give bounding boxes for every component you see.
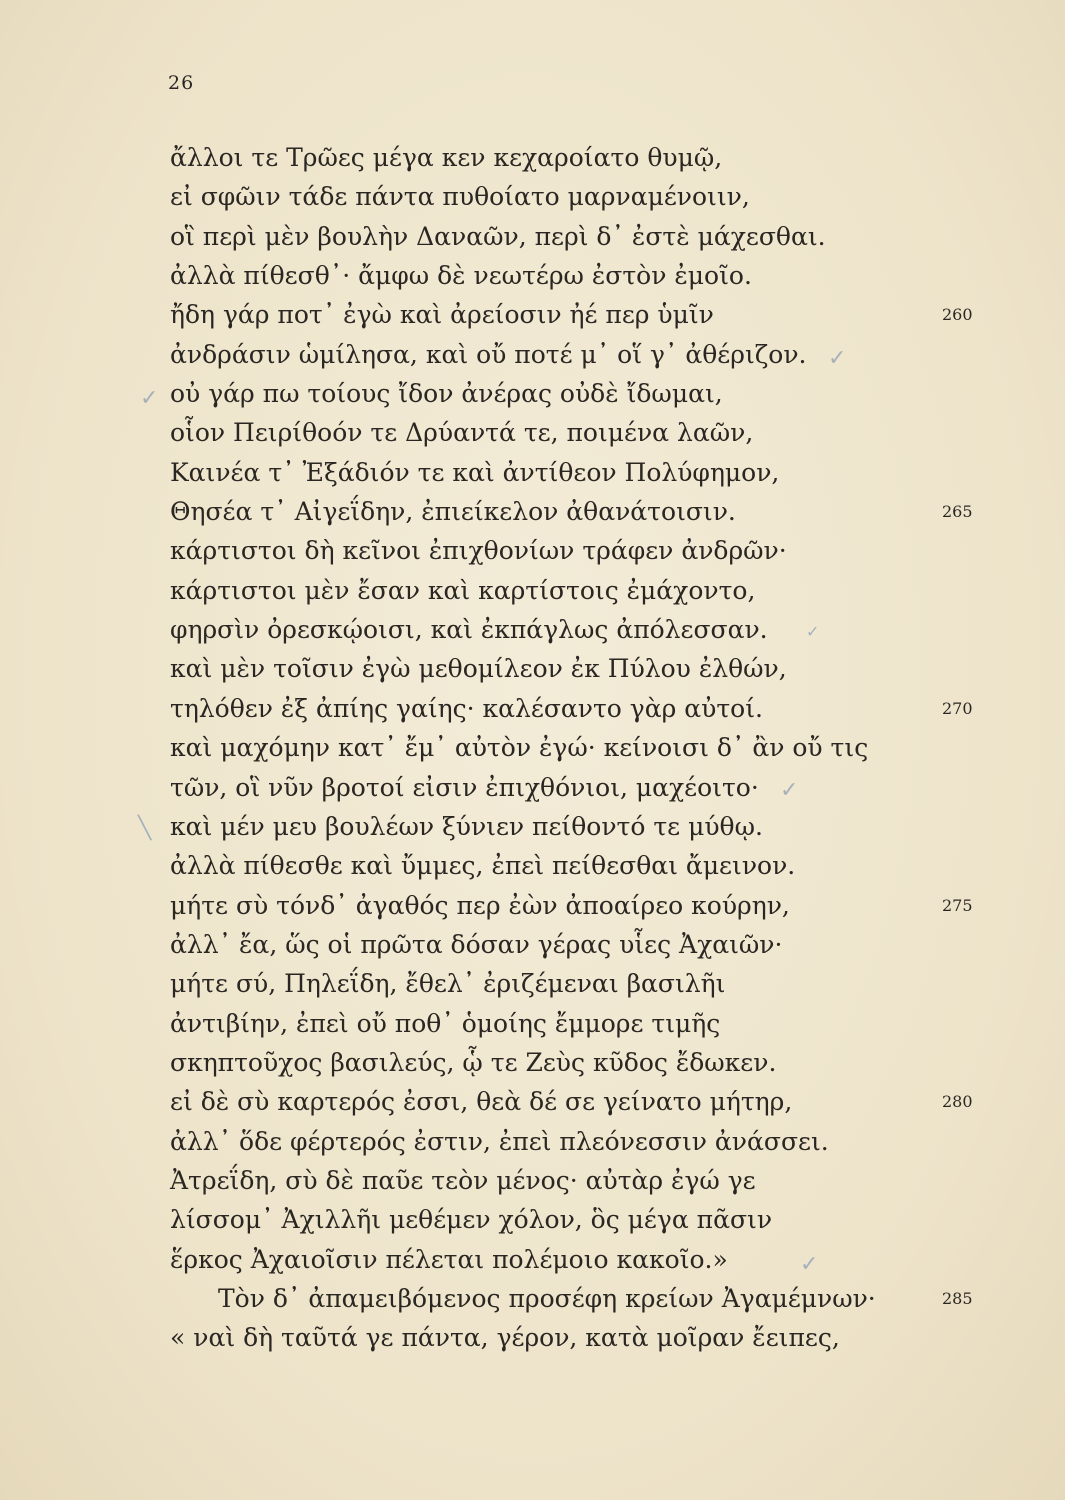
pencil-tick-mark: ╲ — [138, 816, 152, 841]
verse-line-text: Ἀτρεΐδη, σὺ δὲ παῦε τεὸν μένος· αὐτὰρ ἐγώ γε — [170, 1165, 756, 1195]
verse-line-text: ἀντιβίην, ἐπεὶ οὔ ποθ᾽ ὁμοίης ἔμμορε τιμῆς — [170, 1008, 721, 1038]
pencil-check-mark: ✓ — [828, 346, 847, 371]
line-number: 280 — [942, 1092, 973, 1112]
verse-text-block — [170, 138, 1010, 1358]
verse-line — [170, 886, 1010, 925]
verse-line — [170, 1240, 1010, 1279]
verse-line-text: Καινέα τ᾽ Ἐξάδιόν τε καὶ ἀντίθεον Πολύφημον, — [170, 457, 780, 487]
verse-line — [170, 964, 1010, 1003]
verse-line-text: ἕρκος Ἀχαιοῖσιν πέλεται πολέμοιο κακοῖο.» — [170, 1244, 728, 1274]
verse-line — [170, 1200, 1010, 1239]
verse-line — [170, 807, 1010, 846]
verse-line-text: ἀλλὰ πίθεσθε καὶ ὔμμες, ἐπεὶ πείθεσθαι ἄμεινον. — [170, 851, 796, 881]
line-number: 260 — [942, 305, 973, 325]
verse-line — [170, 177, 1010, 216]
verse-line — [170, 453, 1010, 492]
pencil-check-mark: ✓ — [140, 386, 159, 411]
verse-line-text: φηρσὶν ὀρεσκῴοισι, καὶ ἐκπάγλως ἀπόλεσσαν. — [170, 615, 768, 645]
line-number: 270 — [942, 698, 973, 718]
verse-line-text: « ναὶ δὴ ταῦτά γε πάντα, γέρον, κατὰ μοῖραν ἔειπες, — [170, 1323, 840, 1353]
verse-line-text: μήτε σύ, Πηλεΐδη, ἔθελ᾽ ἐριζέμεναι βασιλῆι — [170, 969, 726, 999]
verse-line-text: ἀλλ᾽ ἔα, ὥς οἱ πρῶτα δόσαν γέρας υἷες Ἀχαιῶν· — [170, 929, 783, 959]
verse-line-text: τῶν, οἳ νῦν βροτοί εἰσιν ἐπιχθόνιοι, μαχέοιτο· — [170, 772, 759, 802]
verse-line — [170, 1122, 1010, 1161]
verse-line-text: ἀλλ᾽ ὅδε φέρτερός ἐστιν, ἐπεὶ πλεόνεσσιν ἀνάσσει. — [170, 1126, 829, 1156]
verse-line — [170, 649, 1010, 688]
verse-line-text: ἄλλοι τε Τρῶες μέγα κεν κεχαροίατο θυμῷ, — [170, 143, 723, 172]
pencil-check-mark: ✓ — [800, 1252, 819, 1277]
pencil-check-mark: ✓ — [780, 778, 799, 803]
verse-line — [170, 374, 1010, 413]
verse-line — [170, 571, 1010, 610]
verse-line — [170, 138, 1010, 177]
verse-line — [170, 531, 1010, 570]
pencil-check-mark: ✓ — [806, 622, 820, 641]
page-number: 26 — [168, 72, 195, 94]
line-number: 285 — [942, 1288, 973, 1308]
verse-line-text: Θησέα τ᾽ Αἰγεΐδην, ἐπιείκελον ἀθανάτοισιν. — [170, 497, 736, 527]
verse-line — [170, 1279, 1010, 1318]
line-number: 275 — [942, 895, 973, 915]
verse-line — [170, 1043, 1010, 1082]
verse-line-text: μήτε σὺ τόνδ᾽ ἀγαθός περ ἐὼν ἀποαίρεο κούρην, — [170, 890, 790, 920]
verse-line-text: οἳ περὶ μὲν βουλὴν Δαναῶν, περὶ δ᾽ ἐστὲ μάχεσθαι. — [170, 221, 826, 251]
verse-line-text: καὶ μὲν τοῖσιν ἐγὼ μεθομίλεον ἐκ Πύλου ἐλθών, — [170, 654, 787, 684]
verse-line-text: οἷον Πειρίθοόν τε Δρύαντά τε, ποιμένα λαῶν, — [170, 418, 754, 448]
verse-line-text: Τὸν δ᾽ ἀπαμειβόμενος προσέφη κρείων Ἀγαμέμνων· — [218, 1283, 876, 1313]
verse-line-text: εἰ δὲ σὺ καρτερός ἐσσι, θεὰ δέ σε γείνατο μήτηρ, — [170, 1087, 793, 1117]
verse-line — [170, 335, 1010, 374]
verse-line-text: ἀνδράσιν ὡμίλησα, καὶ οὔ ποτέ μ᾽ οἵ γ᾽ ἀθέριζον. — [170, 339, 807, 369]
verse-line-text: εἰ σφῶιν τάδε πάντα πυθοίατο μαρναμένοιιν, — [170, 182, 750, 212]
verse-line-text: σκηπτοῦχος βασιλεύς, ᾧ τε Ζεὺς κῦδος ἔδωκεν. — [170, 1047, 777, 1077]
verse-line — [170, 1082, 1010, 1121]
verse-line — [170, 492, 1010, 531]
verse-line — [170, 413, 1010, 452]
verse-line-text: καὶ μαχόμην κατ᾽ ἔμ᾽ αὐτὸν ἐγώ· κείνοισι δ᾽ ἂν οὔ τις — [170, 733, 869, 763]
verse-line — [170, 1004, 1010, 1043]
verse-line — [170, 295, 1010, 334]
verse-line — [170, 256, 1010, 295]
verse-line-text: κάρτιστοι μὲν ἔσαν καὶ καρτίστοις ἐμάχοντο, — [170, 575, 756, 605]
verse-line — [170, 610, 1010, 649]
verse-line-text: οὐ γάρ πω τοίους ἴδον ἀνέρας οὐδὲ ἴδωμαι, — [170, 379, 723, 409]
verse-line-text: λίσσομ᾽ Ἀχιλλῆι μεθέμεν χόλον, ὃς μέγα πᾶσιν — [170, 1205, 773, 1235]
verse-line-text: κάρτιστοι δὴ κεῖνοι ἐπιχθονίων τράφεν ἀνδρῶν· — [170, 536, 787, 566]
verse-line — [170, 925, 1010, 964]
verse-line-text: τηλόθεν ἐξ ἀπίης γαίης· καλέσαντο γὰρ αὐτοί. — [170, 693, 763, 723]
verse-line — [170, 1318, 1010, 1357]
verse-line-text: ἀλλὰ πίθεσθ᾽· ἄμφω δὲ νεωτέρω ἐστὸν ἐμοῖο. — [170, 261, 752, 291]
verse-line — [170, 768, 1010, 807]
verse-line-text: καὶ μέν μευ βουλέων ξύνιεν πείθοντό τε μύθῳ. — [170, 811, 763, 841]
verse-line — [170, 1161, 1010, 1200]
verse-line-text: ἤδη γάρ ποτ᾽ ἐγὼ καὶ ἀρείοσιν ἠέ περ ὑμῖν — [170, 300, 714, 330]
verse-line — [170, 217, 1010, 256]
line-number: 265 — [942, 502, 973, 522]
verse-line — [170, 728, 1010, 767]
verse-line — [170, 846, 1010, 885]
verse-line — [170, 689, 1010, 728]
